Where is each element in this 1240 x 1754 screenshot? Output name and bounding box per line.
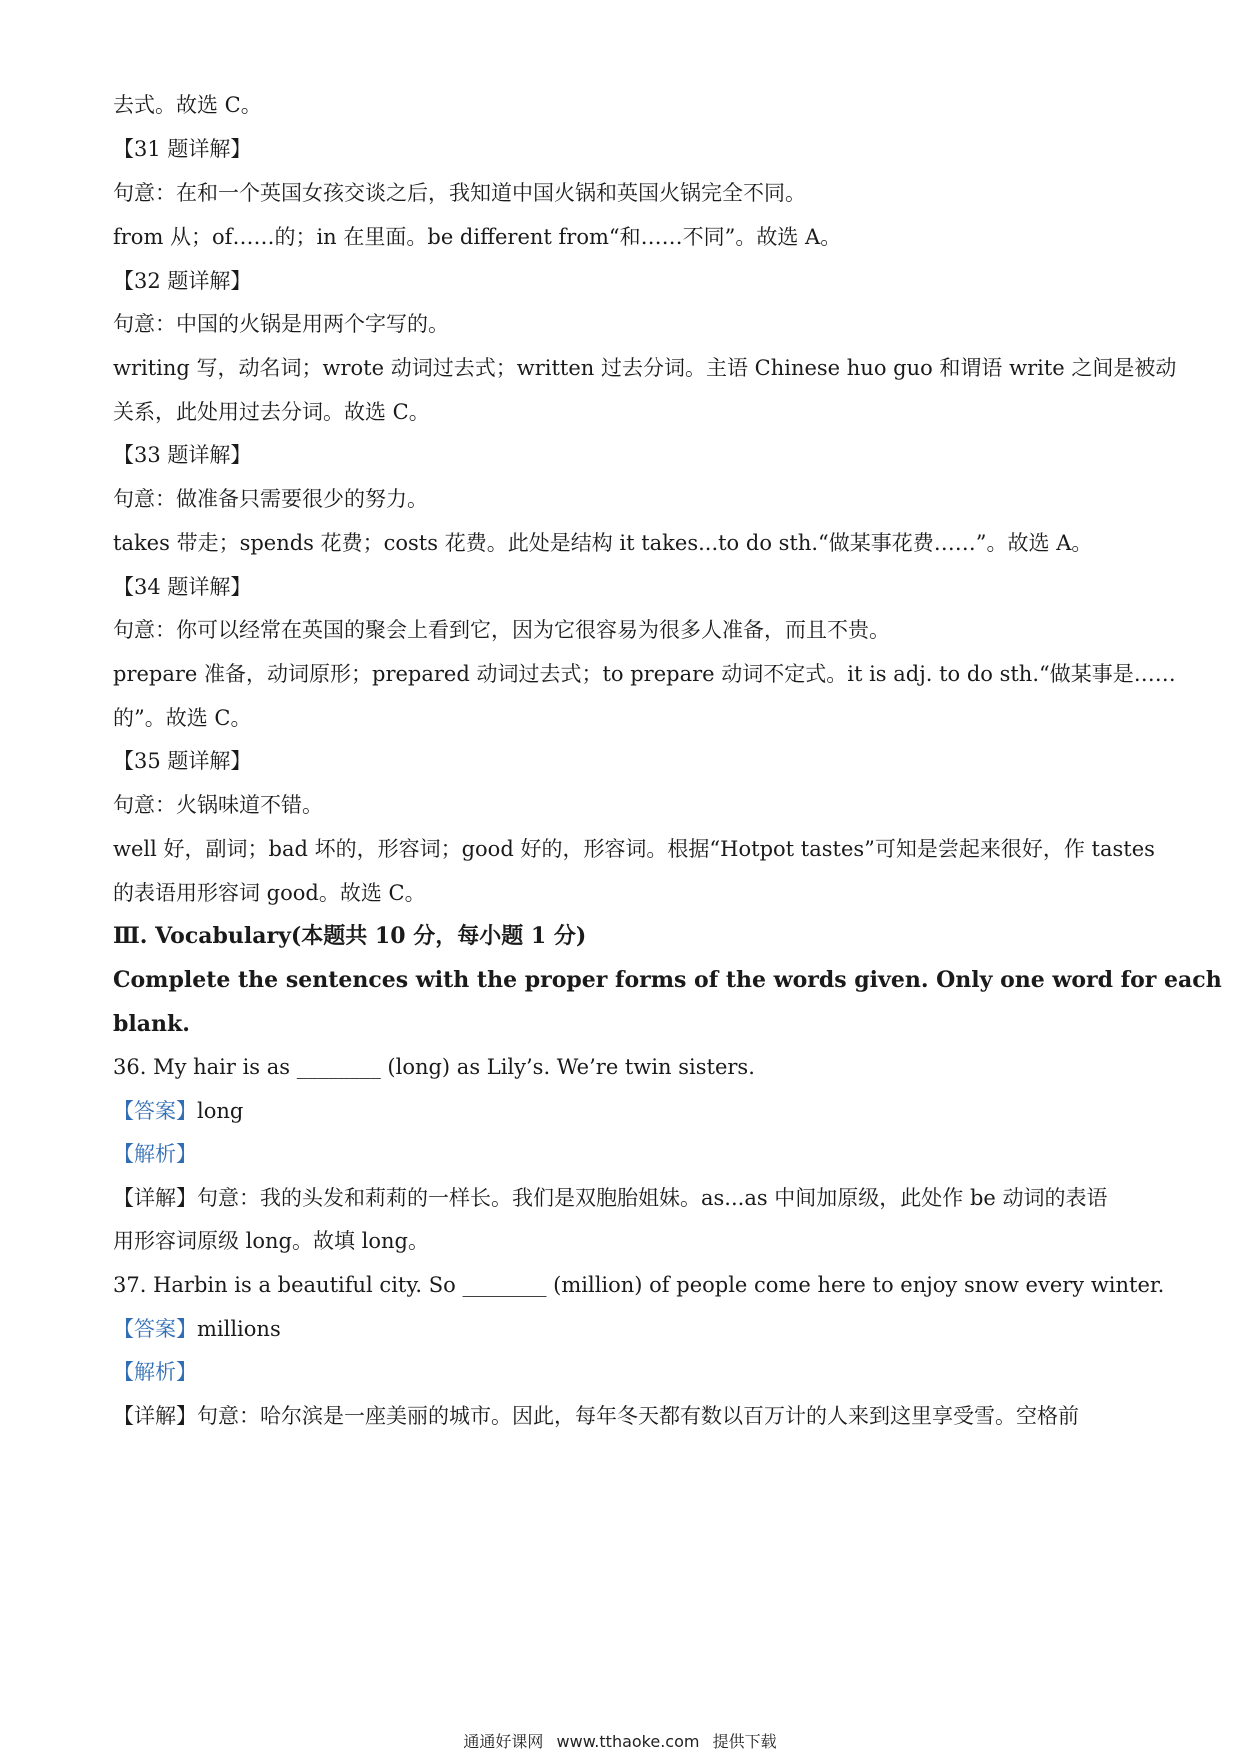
analysis-tag: 【解析】 <box>113 1142 197 1166</box>
question-heading-35: 【35 题详解】 <box>113 749 252 773</box>
page-footer <box>0 1732 1240 1752</box>
question-36: 36. My hair is as ________ (long) as Lily’s. We’re twin sisters. <box>113 1055 755 1079</box>
analysis-tag: 【解析】 <box>113 1360 197 1384</box>
section-instruction: blank. <box>113 1011 190 1037</box>
question-heading-33: 【33 题详解】 <box>113 443 252 467</box>
answer-tag: 【答案】 <box>113 1099 197 1123</box>
footer-link[interactable]: www.tthaoke.com <box>556 1732 700 1751</box>
text-line: 的表语用形容词 good。故选 C。 <box>113 881 426 905</box>
text-line: prepare 准备，动词原形；prepared 动词过去式；to prepare 动词不定式。it is adj. to do sth.“做某事是…… <box>113 662 1176 686</box>
footer-site-name: 通通好课网 <box>463 1732 544 1751</box>
text-line: 的”。故选 C。 <box>113 706 252 730</box>
text-line: writing 写，动名词；wrote 动词过去式；written 过去分词。主语 Chinese huo guo 和谓语 write 之间是被动 <box>113 356 1177 380</box>
section-title: Ⅲ. Vocabulary(本题共 10 分，每小题 1 分) <box>113 923 587 949</box>
text-line: 关系，此处用过去分词。故选 C。 <box>113 400 430 424</box>
answer-37 <box>113 1315 1133 1343</box>
text-line: 句意：火锅味道不错。 <box>113 793 323 817</box>
text-line: 句意：做准备只需要很少的努力。 <box>113 487 428 511</box>
text-line: from 从；of……的；in 在里面。be different from“和……不同”。故选 A。 <box>113 225 842 249</box>
answer-tag: 【答案】 <box>113 1317 197 1341</box>
text-line: well 好，副词；bad 坏的，形容词；good 好的，形容词。根据“Hotpot tastes”可知是尝起来很好，作 tastes <box>113 837 1155 861</box>
detail-text: 用形容词原级 long。故填 long。 <box>113 1229 430 1253</box>
footer-suffix: 提供下载 <box>712 1732 777 1751</box>
text-line: takes 带走；spends 花费；costs 花费。此处是结构 it takes...to do sth.“做某事花费……”。故选 A。 <box>113 531 1093 555</box>
detail-text: 【详解】句意：哈尔滨是一座美丽的城市。因此，每年冬天都有数以百万计的人来到这里享受雪。空格前 <box>113 1404 1079 1428</box>
text-line: 句意：中国的火锅是用两个字写的。 <box>113 312 449 336</box>
detail-text: 【详解】句意：我的头发和莉莉的一样长。我们是双胞胎姐妹。as...as 中间加原级，此处作 be 动词的表语 <box>113 1186 1108 1210</box>
answer-text: long <box>197 1099 244 1123</box>
text-line: 去式。故选 C。 <box>113 93 262 117</box>
section-instruction: Complete the sentences with the proper forms of the words given. Only one word for each <box>113 967 1222 993</box>
answer-text: millions <box>197 1317 281 1341</box>
question-heading-31: 【31 题详解】 <box>113 137 252 161</box>
question-37: 37. Harbin is a beautiful city. So ________ (million) of people come here to enjoy snow every winter. <box>113 1273 1165 1297</box>
text-line: 句意：在和一个英国女孩交谈之后，我知道中国火锅和英国火锅完全不同。 <box>113 181 806 205</box>
question-heading-34: 【34 题详解】 <box>113 575 252 599</box>
question-heading-32: 【32 题详解】 <box>113 269 252 293</box>
text-line: 句意：你可以经常在英国的聚会上看到它，因为它很容易为很多人准备，而且不贵。 <box>113 618 890 642</box>
answer-36 <box>113 1097 1133 1125</box>
